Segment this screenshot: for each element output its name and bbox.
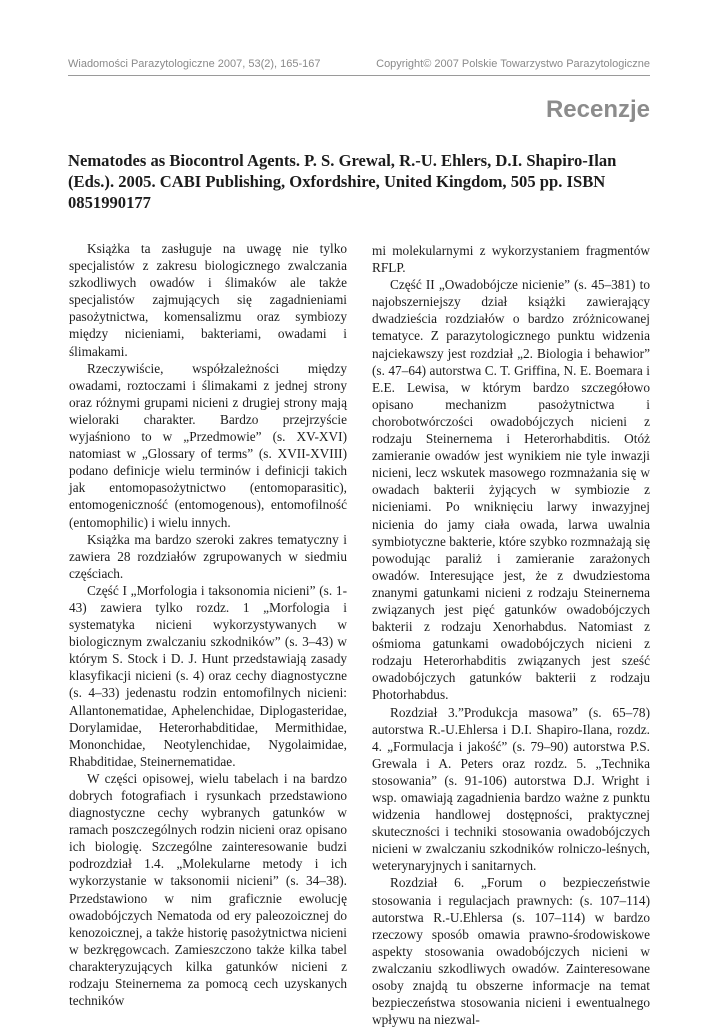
right-column bbox=[372, 242, 650, 1028]
paragraph: Rozdział 3.”Produkcja masowa” (s. 65–78) autorstwa R.-U.Ehlersa i D.I. Shapiro-Ilana, rozdz. 4. „Formulacja i jakość” (s. 79–90) autorstwa P.S. Grewala i A. Peters oraz rozdz. 5. „Technika stosowania” (s. 91-106) autorstwa D.J. Wright i wsp. omawiają zagadnienia bardzo ważne z punktu widzenia handlowej dostępności, praktycznej skuteczności i techniki stosowania owadobójczych nicieni w zwalczaniu szkodników rolniczo-leśnych, weterynaryjnych i sanitarnych. bbox=[372, 704, 650, 874]
paragraph: Część I „Morfologia i taksonomia nicieni” (s. 1-43) zawiera tylko rozdz. 1 „Morfologia i systematyka nicieni wykorzystywanych w biologicznym zwalczaniu szkodników” (s. 3–43) w którym S. Stock i D. J. Hunt przedstawiają zasady klasyfikacji nicieni (s. 4) oraz cechy diagnostyczne (s. 4–33) jedenastu rodzin entomofilnych nicieni: Allantonematidae, Aphelenchidae, Diplogasteridae, Dorylamidae, Heterorhabditidae, Mermithidae, Mononchidae, Neotylenchidae, Nygolaimidae, Rhabditidae, Steinernematidae. bbox=[69, 582, 347, 769]
left-column bbox=[69, 240, 347, 1009]
paragraph: Książka ma bardzo szeroki zakres tematyczny i zawiera 28 rozdziałów zgrupowanych w siedmiu częściach. bbox=[69, 531, 347, 581]
paragraph-continued: mi molekularnymi z wykorzystaniem fragmentów RFLP. bbox=[372, 243, 650, 276]
journal-citation: Wiadomości Parazytologiczne 2007, 53(2), 165-167 bbox=[68, 58, 321, 70]
section-label: Recenzje bbox=[545, 96, 650, 123]
paragraph: W części opisowej, wielu tabelach i na bardzo dobrych fotografiach i rysunkach przedstawiono diagnostyczne cechy wybranych gatunków w ramach poszczególnych rodzin nicieni oraz opisano ich biologię. Szczególne zainteresowanie budzi podrozdział 1.4. „Molekularne metody i ich wykorzystanie w taksonomii nicieni” (s. 34–38). Przedstawiono w nim graficznie ewolucję owadobójczych Nematoda od ery paleozoicznej do kenozoicznej, a także historię pasożytnictwa nicieni w bezkręgowcach. Zamieszczono także kilka tabel charakteryzujących kilka gatunków nicieni z rodzaju Steinernema za pomocą cech uzyskanych techników bbox=[69, 770, 347, 1009]
header-divider bbox=[68, 75, 650, 76]
paragraph: Rozdział 6. „Forum o bezpieczeństwie stosowania i regulacjach prawnych: (s. 107–114) autorstwa R.-U.Ehlersa (s. 107–114) w bardzo rzeczowy sposób omawia prawno-środowiskowe aspekty stosowania owadobójczych nicieni w zwalczaniu szkodliwych owadów. Zainteresowane osoby znajdą tu obszerne informacje na temat bezpieczeństwa stosowania nicieni i ewentualnego wpływu na niezwal- bbox=[372, 875, 650, 1028]
review-title: Nematodes as Biocontrol Agents. P. S. Grewal, R.-U. Ehlers, D.I. Shapiro-Ilan (Eds.). 2005. CABI Publishing, Oxfordshire, United Kingdom, 505 pp. ISBN 0851990177 bbox=[68, 151, 617, 212]
paragraph: Część II „Owadobójcze nicienie” (s. 45–381) to najobszerniejszy dział książki zawierający dwadzieścia rozdziałów o bardzo zróżnicowanej tematyce. Z parazytologicznego punktu widzenia najciekawszy jest rozdział „2. Biologia i behawior” (s. 47–64) autorstwa C. T. Griffina, N. E. Boemara i E.E. Lewisa, w którym bardzo szczegółowo opisano mechanizm pasożytnictwa i chorobotwórczości owadobójczych nicieni z rodzaju Steinernema i Heterorhabditis. Otóż zamieranie owadów jest wynikiem nie tyle inwazji nicieni, lecz wskutek masowego rozmnażania się w owadach bakterii żyjących w symbiozie z nicieniami. Po wniknięciu larwy inwazyjnej nicienia do jamy ciała owada, larwa uwalnia symbiotyczne bakterie, które szybko rozmnażają się powodując paraliż i zamieranie zarażonych owadów. Interesujące jest, że z dwudziestoma znanymi gatunkami nicieni z rodzaju Steinernema związanych jest pięć gatunków owadobójczych bakterii z rodzaju Xenorhabdus. Natomiast z ośmioma gatunkami owadobójczych nicieni z rodzaju Heterorhabditis związanych jest sześć owadobójczych gatunków bakterii z rodzaju Photorhabdus. bbox=[372, 277, 650, 703]
copyright-notice: Copyright© 2007 Polskie Towarzystwo Parazytologiczne bbox=[376, 58, 650, 70]
paragraph: Książka ta zasługuje na uwagę nie tylko specjalistów z zakresu biologicznego zwalczania szkodliwych owadów i ślimaków ale także specjalistów zajmujących się zagadnieniami pasożytnictwa, komensalizmu oraz symbiozy między nicieniami, bakteriami, owadami i ślimakami. bbox=[69, 241, 347, 359]
paragraph: Rzeczywiście, współzależności między owadami, roztoczami i ślimakami z jednej strony oraz różnymi grupami nicieni z drugiej strony mają wieloraki charakter. Bardzo przejrzyście wyjaśniono to w „Przedmowie” (s. XV-XVI) natomiast w „Glossary of terms” (s. XVII-XVIII) podano definicje wielu terminów i definicji takich jak entomopasożytnictwo (entomoparasitic), entomogeniczność (entomogenous), entomofilność (entomophilic) i wielu innych. bbox=[69, 360, 347, 530]
running-header bbox=[68, 58, 650, 70]
